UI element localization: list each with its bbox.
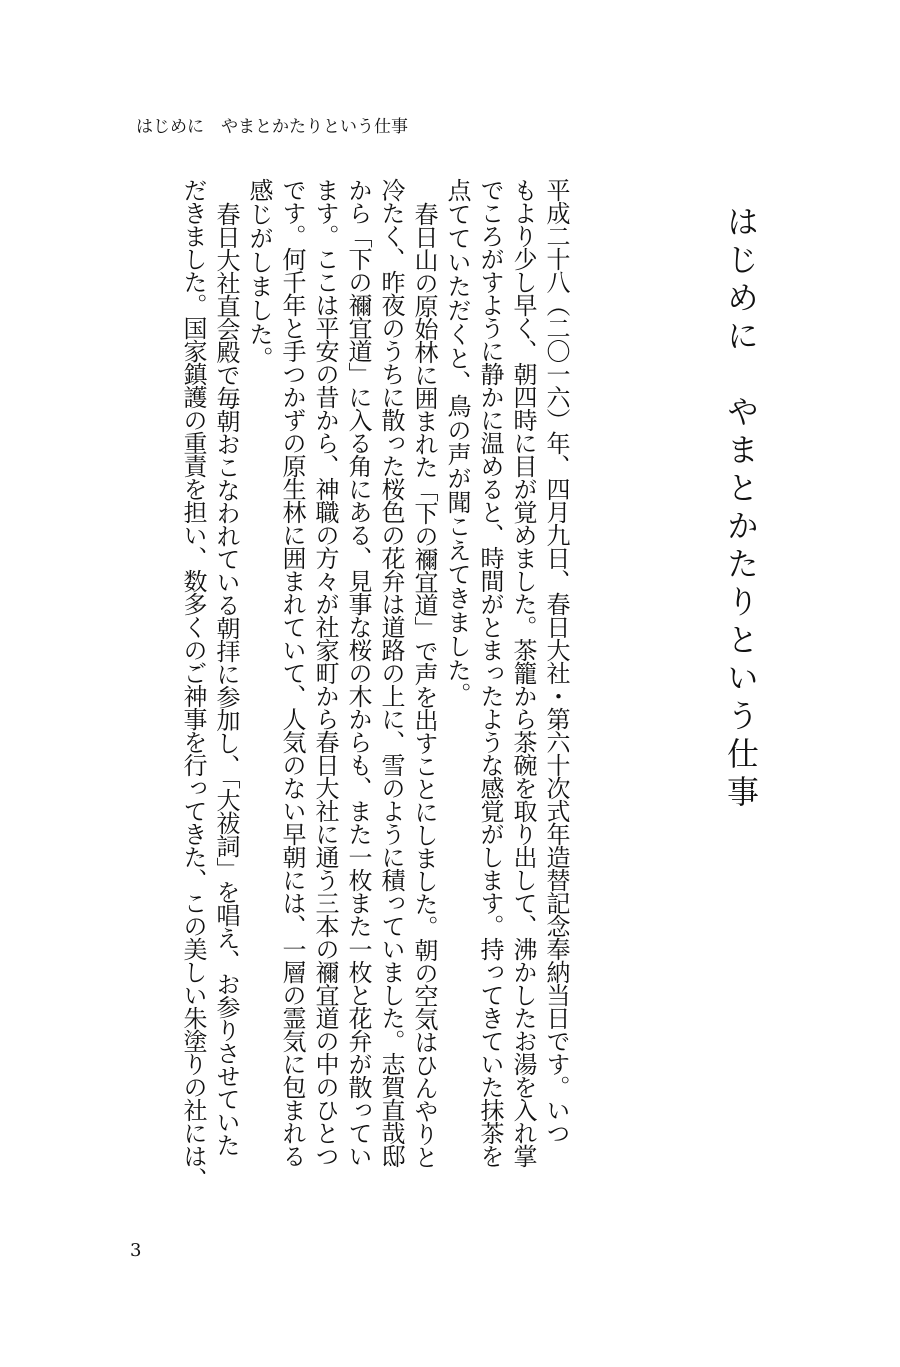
text-column-1: 平成二十八（二〇一六）年、四月九日、春日大社・第六十次式年造替記念奉納当日です。いつ [542,178,570,1144]
chapter-title: はじめに やまとかたりという仕事 [722,205,760,813]
text-column-2: もより少し早く、朝四時に目が覚めました。茶籠から茶碗を取り出して、沸かしたお湯を入れ掌 [509,178,537,1167]
text-column-5: 春日山の原始林に囲まれた「下の禰宜道」で声を出すことにしました。朝の空気はひんやりと [410,202,438,1168]
page-number: 3 [130,1240,142,1261]
text-column-6: 冷たく、昨夜のうちに散った桜色の花弁は道路の上に、雪のように積っていました。志賀直哉邸 [377,178,405,1167]
body-text [176,178,572,1218]
text-column-4: 点てていただくと、鳥の声が聞こえてきました。 [443,178,471,706]
text-column-9: です。何千年と手つかずの原生林に囲まれていて、人気のない早朝には、一層の霊気に包まれる [278,178,306,1167]
text-column-10: 感じがしました。 [245,178,273,370]
text-column-11: 春日大社直会殿で毎朝おこなわれている朝拝に参加し、「大祓詞」を唱え、お参りさせていた [212,202,240,1156]
text-column-3: でころがすように静かに温めると、時間がとまったような感覚がします。持ってきていた抹茶を [476,178,504,1167]
text-column-12: だきました。国家鎮護の重責を担い、数多くのご神事を行ってきた、この美しい朱塗りの社には、 [179,178,207,1190]
text-column-7: から「下の禰宜道」に入る角にある、見事な桜の木からも、また一枚また一枚と花弁が散ってい [344,178,372,1167]
text-column-8: ます。ここは平安の昔から、神職の方々が社家町から春日大社に通う三本の禰宜道の中のひとつ [311,178,339,1167]
running-header: はじめに やまとかたりという仕事 [136,117,408,137]
